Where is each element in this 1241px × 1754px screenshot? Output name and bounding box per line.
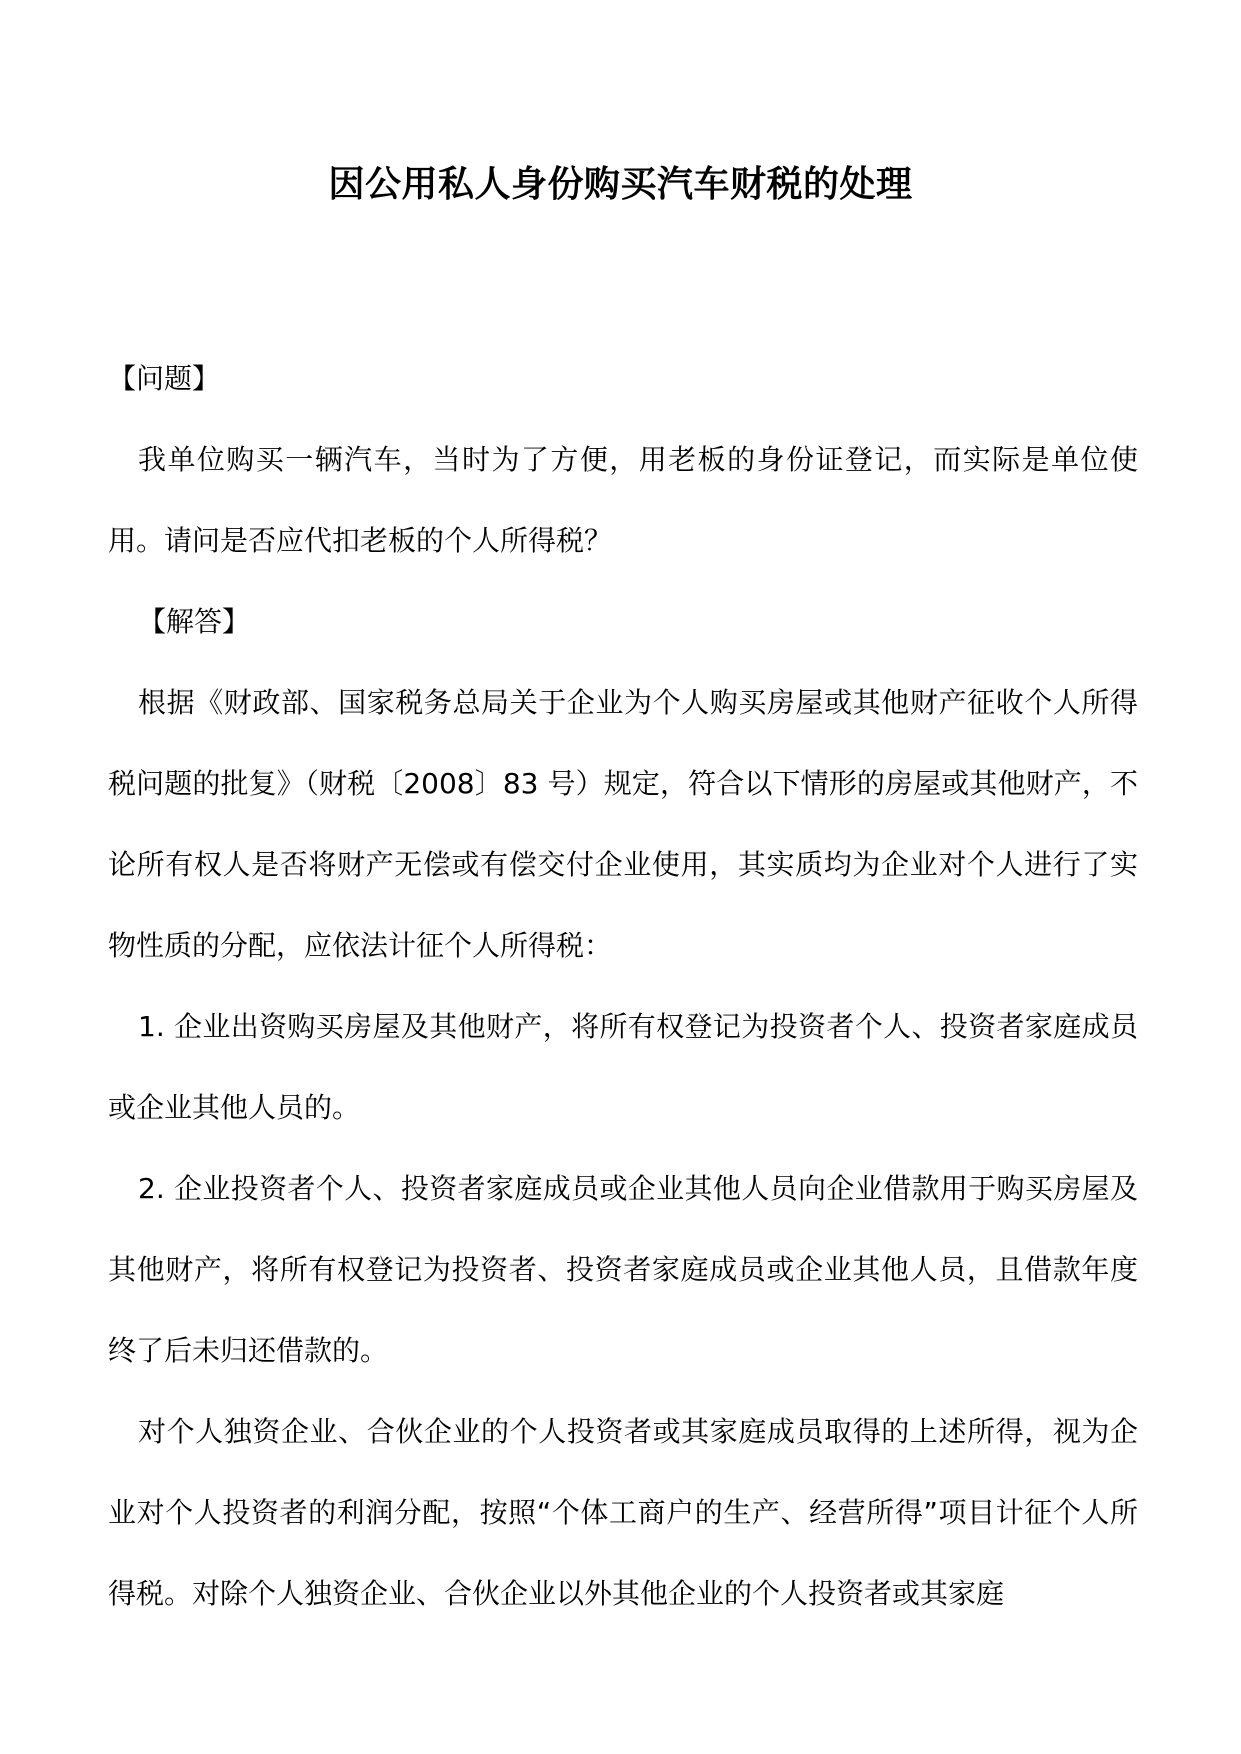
answer-item-1: 1. 企业出资购买房屋及其他财产，将所有权登记为投资者个人、投资者家庭成员或企业其他人员的。	[108, 1010, 1138, 1124]
document-body	[108, 338, 1138, 1634]
answer-heading: 【解答】	[138, 605, 251, 638]
document-title: 因公用私人身份购买汽车财税的处理	[328, 164, 913, 205]
question-heading: 【问题】	[108, 362, 221, 395]
question-paragraph: 我单位购买一辆汽车，当时为了方便，用老板的身份证登记，而实际是单位使用。请问是否应代扣老板的个人所得税？	[108, 443, 1138, 557]
answer-item-2: 2. 企业投资者个人、投资者家庭成员或企业其他人员向企业借款用于购买房屋及其他财产，将所有权登记为投资者、投资者家庭成员或企业其他人员，且借款年度终了后未归还借款的。	[108, 1172, 1138, 1367]
answer-paragraph-tax-treatment: 对个人独资企业、合伙企业的个人投资者或其家庭成员取得的上述所得，视为企业对个人投资者的利润分配，按照“个体工商户的生产、经营所得”项目计征个人所得税。对除个人独资企业、合伙企业以外其他企业的个人投资者或其家庭	[108, 1415, 1138, 1610]
answer-paragraph-legal-basis: 根据《财政部、国家税务总局关于企业为个人购买房屋或其他财产征收个人所得税问题的批复》（财税〔2008〕83 号）规定，符合以下情形的房屋或其他财产，不论所有权人是否将财产无偿或有偿交付企业使用，其实质均为企业对个人进行了实物性质的分配，应依法计征个人所得税：	[108, 686, 1138, 962]
